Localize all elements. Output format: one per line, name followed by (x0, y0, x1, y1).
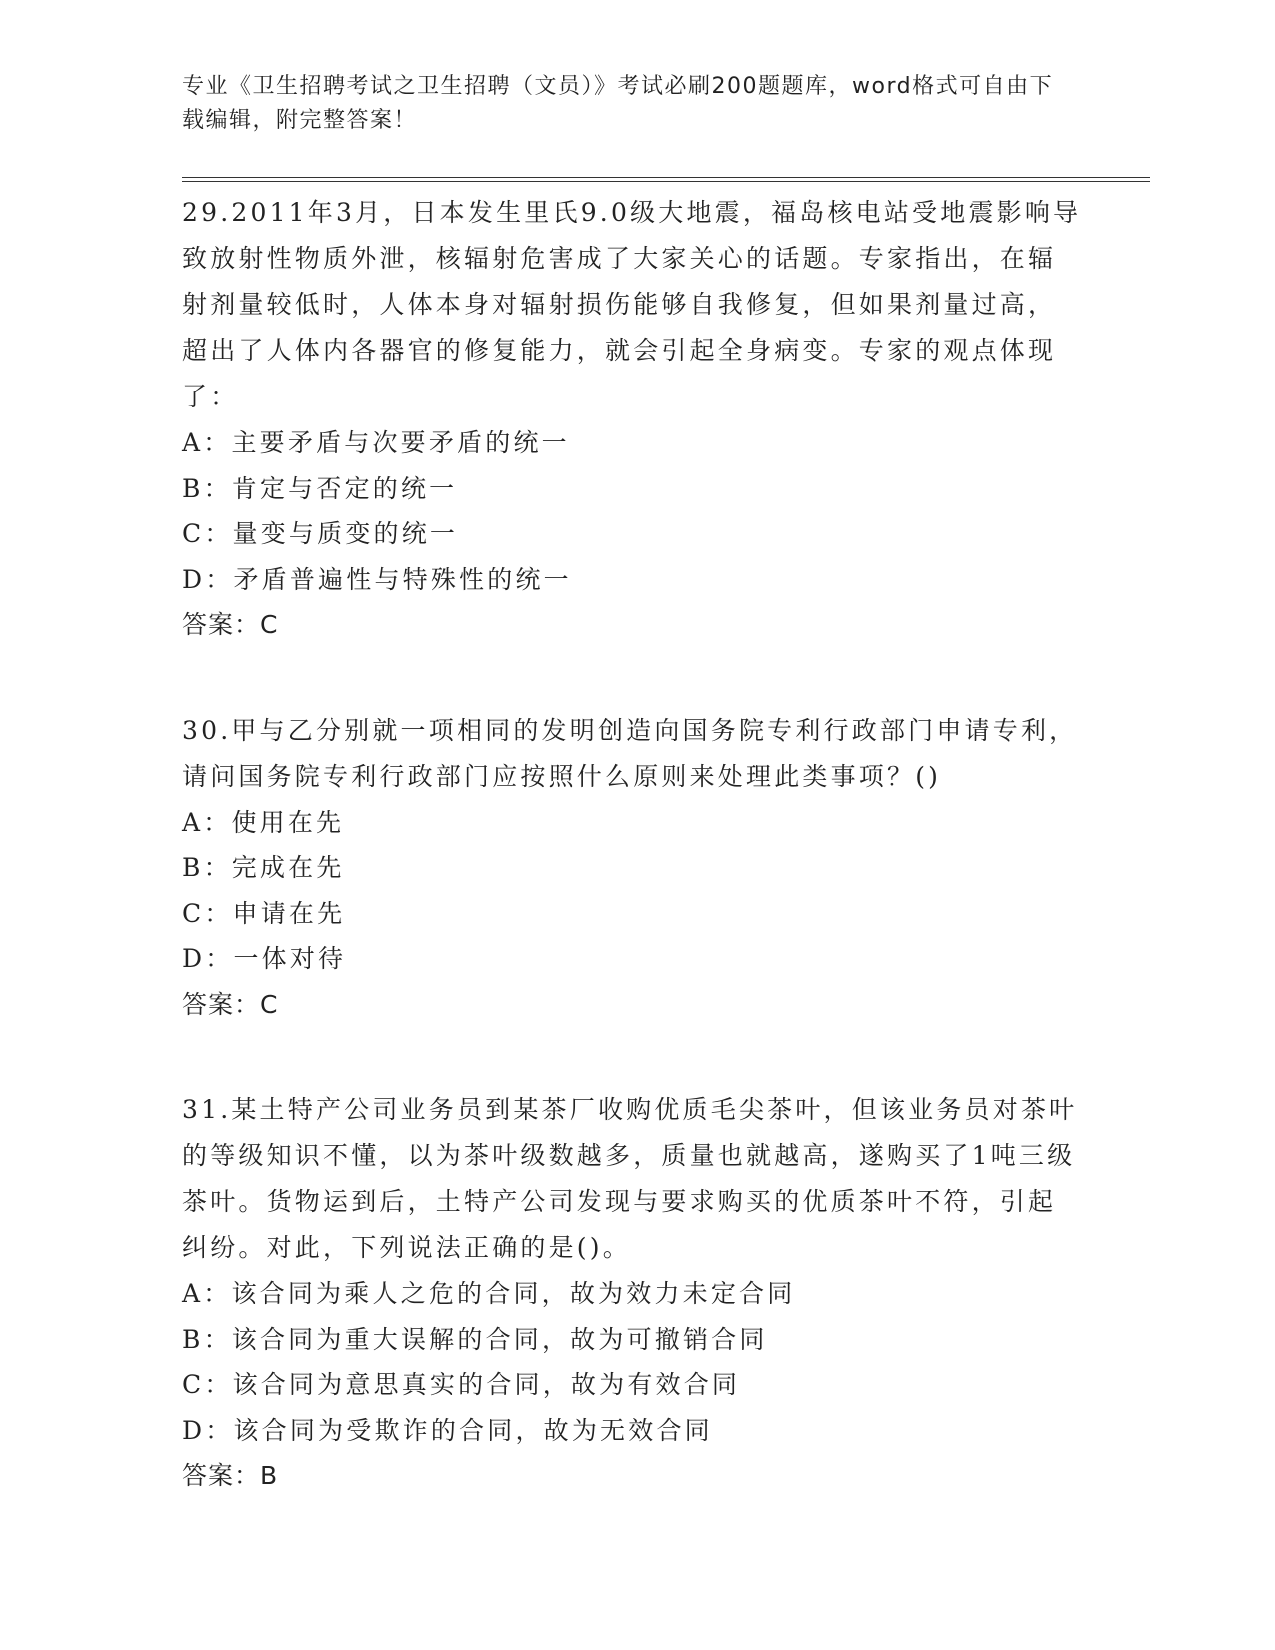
answer-line: 答案：C (182, 610, 279, 639)
question-31 (182, 1087, 1082, 1499)
option-b: B：肯定与否定的统一 (182, 473, 458, 503)
question-stem: 29.2011年3月，日本发生里氏9.0级大地震，福岛核电站受地震影响导致放射性物质外泄，核辐射危害成了大家关心的话题。专家指出，在辐射剂量较低时，人体本身对辐射损伤能够自我修复，但如果剂量过高，超出了人体内各器官的修复能力，就会引起全身病变。专家的观点体现了： (182, 198, 1082, 411)
option-a: A：该合同为乘人之危的合同，故为效力未定合同 (182, 1279, 796, 1308)
answer-line: 答案：C (182, 989, 279, 1019)
answer-line: 答案：B (182, 1461, 279, 1490)
option-d: D：一体对待 (182, 944, 347, 973)
question-stem: 30.甲与乙分别就一项相同的发明创造向国务院专利行政部门申请专利，请问国务院专利行政部门应按照什么原则来处理此类事项？() (182, 715, 1078, 791)
question-list (182, 190, 1082, 1559)
header-divider-bottom (182, 181, 1150, 182)
option-b: B：完成在先 (182, 853, 345, 882)
option-c: C：量变与质变的统一 (182, 519, 459, 548)
option-d: D：该合同为受欺诈的合同，故为无效合同 (182, 1415, 713, 1445)
question-30 (182, 708, 1082, 1028)
document-header (182, 70, 1062, 138)
option-c: C：申请在先 (182, 898, 346, 928)
option-d: D：矛盾普遍性与特殊性的统一 (182, 564, 572, 594)
question-29 (182, 190, 1082, 648)
header-divider-top (182, 177, 1150, 178)
option-b: B：该合同为重大误解的合同，故为可撤销合同 (182, 1324, 768, 1354)
header-title: 专业《卫生招聘考试之卫生招聘（文员）》考试必刷200题题库，word格式可自由下载编辑，附完整答案！ (182, 74, 1054, 133)
question-stem: 31.某土特产公司业务员到某茶厂收购优质毛尖茶叶，但该业务员对茶叶的等级知识不懂，以为茶叶级数越多，质量也就越高，遂购买了1吨三级茶叶。货物运到后，土特产公司发现与要求购买的优质茶叶不符，引起纠纷。对此，下列说法正确的是()。 (182, 1095, 1078, 1262)
option-a: A：使用在先 (182, 807, 345, 837)
option-c: C：该合同为意思真实的合同，故为有效合同 (182, 1370, 741, 1399)
option-a: A：主要矛盾与次要矛盾的统一 (182, 428, 570, 457)
